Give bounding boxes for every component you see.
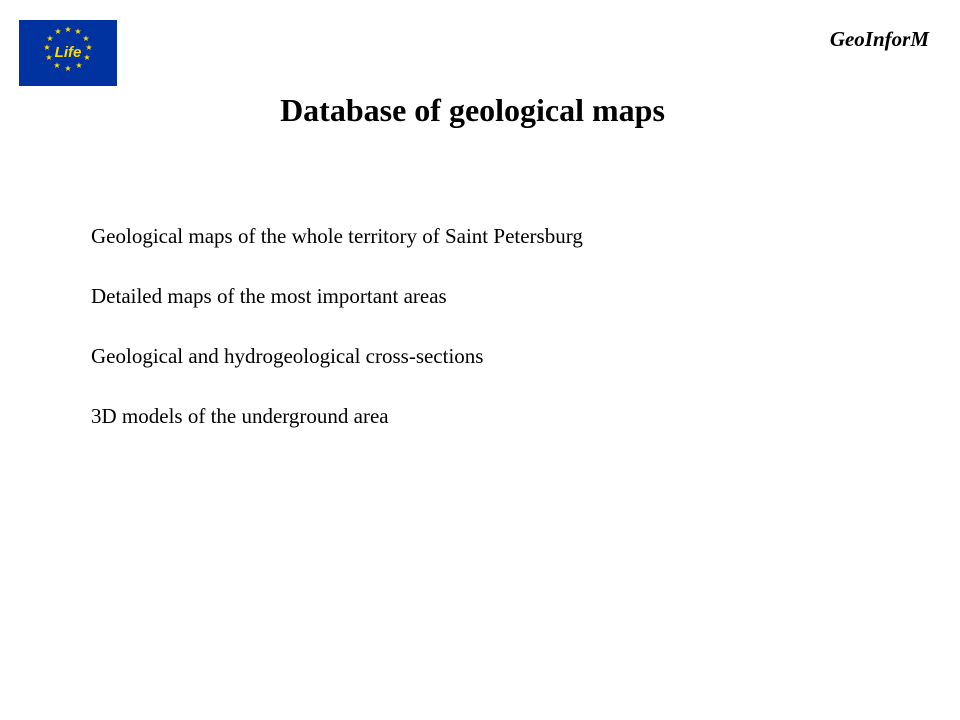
brand-name: GeoInforM [829, 27, 929, 51]
svg-text:★: ★ [53, 61, 61, 70]
svg-text:★: ★ [43, 43, 51, 52]
svg-text:★: ★ [75, 61, 83, 70]
list-item: Detailed maps of the most important areas [91, 284, 447, 308]
svg-text:★: ★ [45, 53, 53, 62]
eu-life-logo-icon [19, 20, 117, 86]
svg-text:★: ★ [64, 25, 72, 34]
eu-life-logo [19, 20, 117, 86]
svg-text:★: ★ [85, 43, 93, 52]
svg-text:★: ★ [83, 53, 91, 62]
svg-text:★: ★ [46, 34, 54, 43]
list-item: 3D models of the underground area [91, 404, 389, 428]
svg-text:★: ★ [74, 27, 82, 36]
svg-text:★: ★ [82, 34, 90, 43]
logo-text: Life [54, 44, 82, 61]
bullet-list [91, 224, 583, 464]
svg-text:★: ★ [54, 27, 62, 36]
list-item: Geological and hydrogeological cross-sections [91, 344, 484, 368]
svg-text:★: ★ [64, 64, 72, 73]
list-item: Geological maps of the whole territory of Saint Petersburg [91, 224, 583, 248]
slide-title: Database of geological maps [280, 92, 665, 128]
